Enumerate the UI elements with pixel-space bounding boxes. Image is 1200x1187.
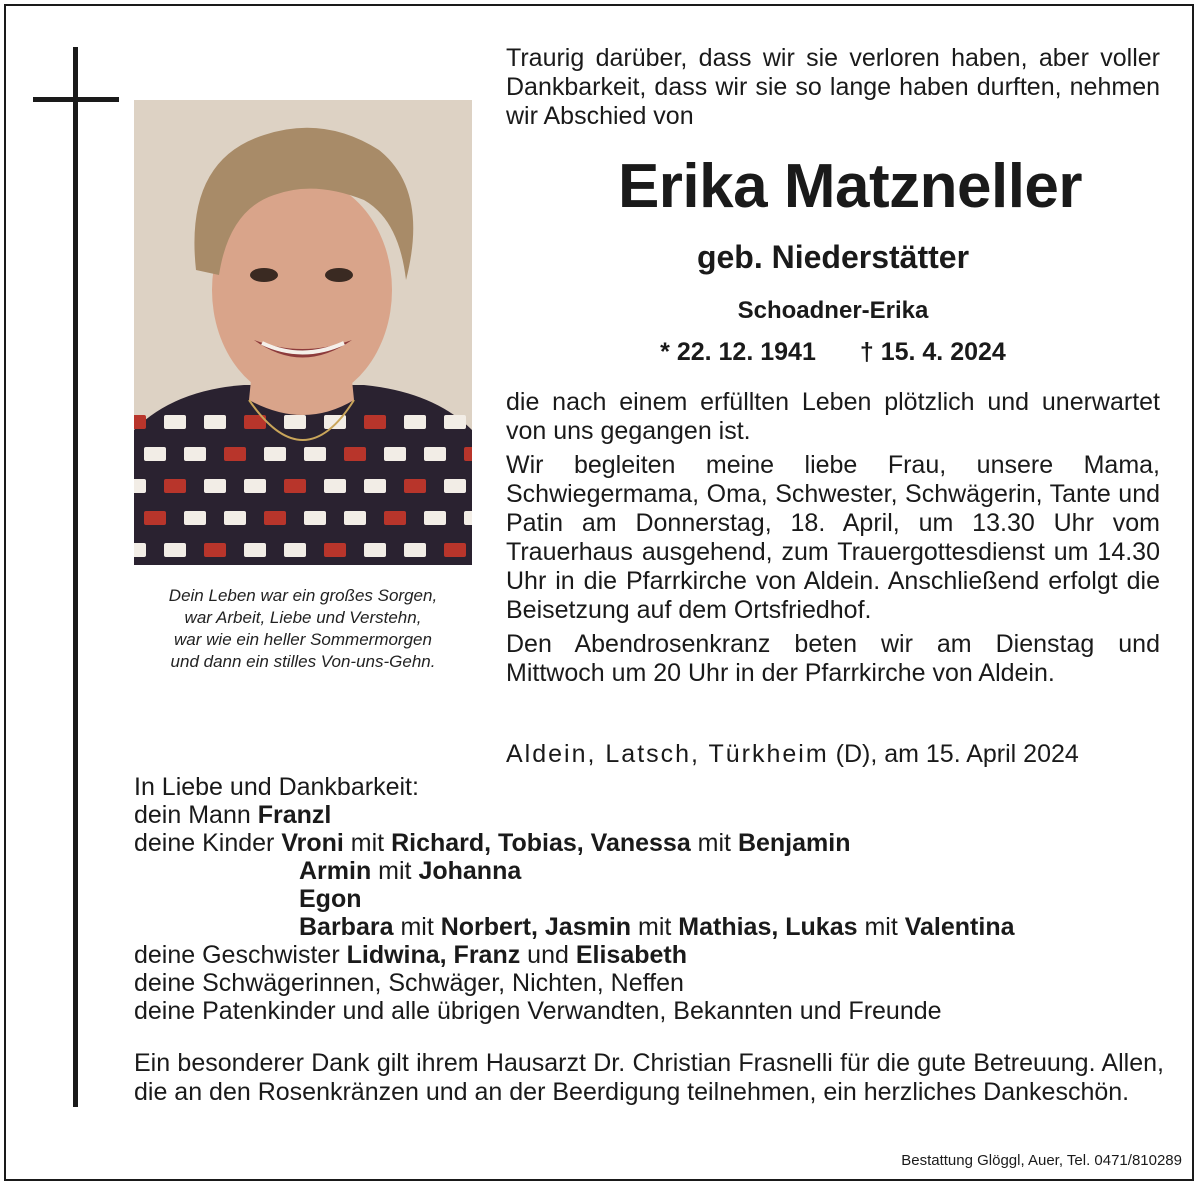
connector: mit — [857, 913, 905, 941]
mourners-heading: In Liebe und Dankbarkeit: — [134, 773, 419, 801]
verse-line: war Arbeit, Liebe und Verstehn, — [184, 608, 422, 627]
mourner-name: Valentina — [904, 913, 1015, 941]
places: Aldein, Latsch, Türkheim — [506, 740, 829, 768]
blouse-pattern-tile — [164, 479, 186, 493]
cross-icon-vertical — [73, 47, 78, 1107]
blouse-pattern-tile — [264, 447, 286, 461]
place-date-line — [506, 740, 1160, 769]
blouse-pattern-tile — [344, 447, 366, 461]
connector: und — [520, 941, 576, 969]
death-date: † 15. 4. 2024 — [859, 338, 1006, 366]
blouse-pattern-tile — [404, 479, 426, 493]
relation-label: deine Geschwister — [134, 941, 347, 969]
blouse-pattern-tile — [184, 511, 206, 525]
blouse-pattern-tile — [324, 479, 346, 493]
verse-line: und dann ein stilles Von-uns-Gehn. — [170, 652, 436, 671]
thanks-text: Ein besonderer Dank gilt ihrem Hausarzt Dr. Christian Frasnelli für die gute Betreuung. Allen, die an den Rosenkränzen und an der Beerdigung teilnehmen, ein herzliches Dankeschön. — [134, 1049, 1164, 1106]
date-suffix: (D), am 15. April 2024 — [828, 740, 1079, 768]
verse-line: war wie ein heller Sommermorgen — [174, 630, 432, 649]
funeral-home-credit: Bestattung Glöggl, Auer, Tel. 0471/810289 — [901, 1152, 1182, 1169]
blouse-pattern-tile — [164, 415, 186, 429]
mourner-name: Elisabeth — [575, 941, 687, 969]
intro-text: Traurig darüber, dass wir sie verloren haben, aber voller Dankbarkeit, dass wir sie so lange haben durften, nehmen wir Abschied von — [506, 44, 1160, 130]
relation-label: dein Mann — [134, 801, 258, 829]
memorial-verse — [130, 585, 476, 673]
blouse-pattern-tile — [444, 415, 466, 429]
blouse-pattern-tile — [404, 543, 426, 557]
mourner-name: Armin — [299, 857, 372, 885]
mourner-row — [134, 913, 1164, 941]
mourner-name: Benjamin — [737, 829, 851, 857]
blouse-pattern-tile — [224, 511, 246, 525]
blouse-pattern-tile — [284, 479, 306, 493]
body-paragraph: Wir begleiten meine liebe Frau, unsere Mama, Schwiegermama, Oma, Schwester, Schwägerin, Tante und Patin am Donnerstag, 18. April, um 13.30 Uhr vom Trauerhaus ausgehend, zum Trauergottesdienst um 14.30 Uhr in die Pfarrkirche von Aldein. Anschließend erfolgt die Beisetzung auf dem Ortsfriedhof. — [506, 451, 1160, 624]
mourner-row: deine Patenkinder und alle übrigen Verwandten, Bekannten und Freunde — [134, 997, 942, 1025]
blouse-pattern-tile — [384, 447, 406, 461]
blouse-pattern-tile — [134, 415, 146, 429]
blouse-pattern-tile — [384, 511, 406, 525]
blouse-pattern-tile — [404, 415, 426, 429]
blouse-pattern-tile — [444, 543, 466, 557]
blouse-pattern-tile — [244, 479, 266, 493]
blouse-pattern-tile — [324, 543, 346, 557]
blouse-pattern-tile — [364, 479, 386, 493]
mourner-row — [134, 857, 1164, 885]
blouse-pattern-tile — [264, 511, 286, 525]
mourner-name: Norbert, Jasmin — [440, 913, 632, 941]
blouse-pattern-tile — [424, 447, 446, 461]
body-paragraph: die nach einem erfüllten Leben plötzlich und unerwartet von uns gegangen ist. — [506, 388, 1160, 445]
nickname: Schoadner-Erika — [737, 297, 929, 324]
mourner-name: Richard, Tobias, Vanessa — [391, 829, 691, 857]
connector: mit — [343, 829, 392, 857]
blouse-pattern-tile — [364, 415, 386, 429]
blouse-pattern-tile — [134, 479, 146, 493]
mourner-row — [134, 829, 1164, 857]
mourner-row: deine Schwägerinnen, Schwäger, Nichten, Neffen — [134, 969, 684, 997]
mourner-name: Franzl — [257, 801, 332, 829]
mourner-name: Barbara — [299, 913, 394, 941]
mourner-name: Mathias, Lukas — [678, 913, 858, 941]
relation-label: deine Kinder — [134, 829, 282, 857]
blouse-pattern-tile — [464, 511, 472, 525]
cross-icon-horizontal — [33, 97, 119, 102]
mourners-list — [134, 773, 1164, 1025]
blouse-pattern-tile — [284, 415, 306, 429]
deceased-name: Erika Matzneller — [617, 152, 1083, 221]
blouse-pattern-tile — [364, 543, 386, 557]
announcement-body — [506, 388, 1160, 693]
mourner-row — [134, 885, 1164, 913]
mourner-name: Johanna — [418, 857, 522, 885]
connector: mit — [690, 829, 738, 857]
mourner-row — [134, 941, 1164, 969]
blouse-pattern-tile — [144, 447, 166, 461]
blouse-pattern-tile — [204, 415, 226, 429]
blouse-pattern-tile — [424, 511, 446, 525]
blouse-pattern-tile — [134, 543, 146, 557]
blouse-pattern-tile — [304, 511, 326, 525]
blouse-pattern-tile — [204, 543, 226, 557]
mourner-name: Egon — [299, 885, 362, 913]
blouse-pattern-tile — [444, 479, 466, 493]
verse-line: Dein Leben war ein großes Sorgen, — [168, 586, 438, 605]
blouse-pattern-tile — [204, 479, 226, 493]
blouse-pattern-tile — [224, 447, 246, 461]
blouse-pattern-tile — [164, 543, 186, 557]
blouse-pattern-tile — [304, 447, 326, 461]
mourner-row — [134, 801, 1164, 829]
life-dates — [506, 336, 1160, 368]
birth-date: * 22. 12. 1941 — [660, 338, 816, 366]
body-paragraph: Den Abendrosenkranz beten wir am Dienstag und Mittwoch um 20 Uhr in der Pfarrkirche von Aldein. — [506, 630, 1160, 687]
connector: mit — [371, 857, 419, 885]
blouse-pattern-tile — [144, 511, 166, 525]
blouse-pattern-tile — [284, 543, 306, 557]
mourner-name: Vroni — [281, 829, 344, 857]
connector: mit — [631, 913, 679, 941]
connector: mit — [393, 913, 441, 941]
blouse-pattern-tile — [344, 511, 366, 525]
birth-name: geb. Niederstätter — [696, 239, 970, 275]
blouse-pattern-tile — [244, 543, 266, 557]
blouse-pattern-tile — [184, 447, 206, 461]
blouse-pattern-tile — [464, 447, 472, 461]
mourner-name: Lidwina, Franz — [346, 941, 521, 969]
